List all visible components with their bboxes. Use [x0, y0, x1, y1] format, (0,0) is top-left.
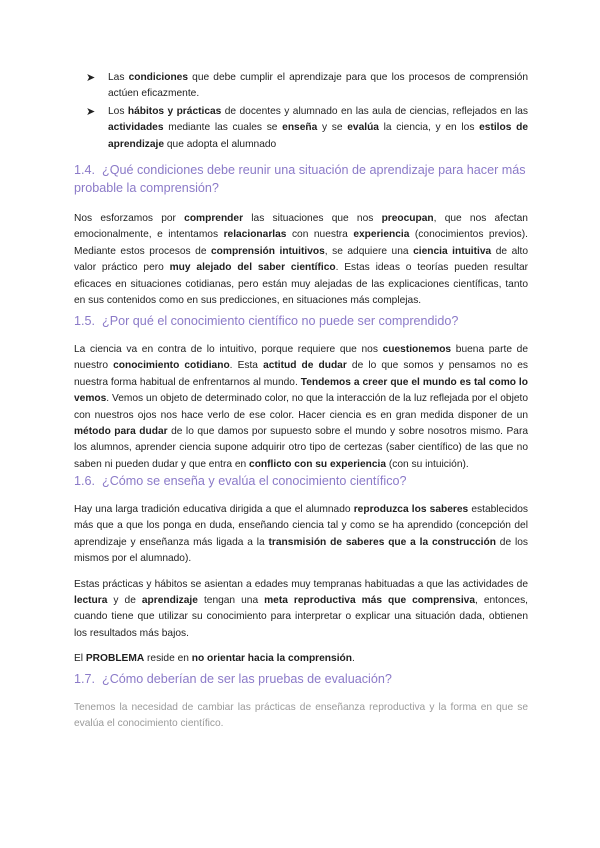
- text-run: , se adquiere una: [324, 245, 414, 257]
- text-run: de docentes y alumnado en las aula de ciencias, reflejados en las: [221, 105, 528, 117]
- bold-text-run: PROBLEMA: [85, 653, 145, 665]
- text-run: Tenemos la necesidad de cambiar las prácticas de enseñanza reproductiva y la forma en que se evalúa el conocimiento científico.: [74, 702, 528, 730]
- arrow-bullet-icon: ➤: [86, 72, 96, 84]
- text-run: La ciencia va en contra de lo intuitivo, porque requiere que nos: [74, 344, 383, 355]
- section-title: ¿Cómo se enseña y evalúa el conocimiento científico?: [102, 474, 407, 488]
- section-title: ¿Cómo deberían de ser las pruebas de evaluación?: [102, 672, 392, 686]
- section-1-6: [74, 472, 528, 668]
- bullet-item-habits: [86, 104, 528, 153]
- bold-text-run: evalúa: [347, 122, 379, 134]
- section-1-5: [74, 312, 528, 473]
- text-run: buena parte de nuestro: [74, 344, 528, 372]
- bold-text-run: experiencia: [353, 229, 410, 241]
- bold-text-run: enseña: [282, 122, 318, 134]
- text-run: , que nos afectan emocionalmente, e intentamos: [74, 213, 528, 241]
- section-number: 1.7.: [74, 672, 96, 686]
- section-heading: [74, 312, 528, 330]
- bold-text-run: hábitos y prácticas: [127, 105, 222, 117]
- paragraph: [74, 211, 528, 309]
- section-heading: [74, 670, 528, 688]
- bold-text-run: conocimiento cotidiano: [113, 360, 230, 372]
- paragraph: [74, 502, 528, 568]
- bold-text-run: preocupan: [381, 213, 434, 224]
- section-number: 1.5.: [74, 314, 96, 328]
- bold-text-run: actividades: [108, 122, 164, 134]
- bold-text-run: cuestionemos: [382, 344, 452, 355]
- section-1-4: [74, 161, 528, 309]
- paragraph: [74, 342, 528, 473]
- section-heading: [74, 161, 528, 197]
- section-1-7: [74, 670, 528, 733]
- bullet-text: [108, 72, 528, 99]
- text-run: que adopta el alumnado: [164, 138, 277, 150]
- bold-text-run: estilos de aprendizaje: [108, 122, 528, 150]
- bold-text-run: comprender: [184, 213, 244, 224]
- text-run: que debe cumplir el aprendizaje para que los procesos de comprensión actúen eficazmente.: [108, 72, 528, 100]
- text-run: establecidos más que a que los ponga en duda, enseñando ciencia tal y como se ha aprendido (concepción del aprendizaje y enseñanza más ligada a la: [74, 504, 529, 548]
- bold-text-run: reproduzca los saberes: [353, 504, 469, 515]
- bold-text-run: relacionarlas: [223, 229, 287, 241]
- bold-text-run: condiciones: [128, 72, 189, 83]
- text-run: .: [351, 653, 355, 665]
- bold-text-run: lectura: [74, 595, 108, 607]
- text-run: de lo que somos y pensamos no es nuestra forma habitual de enfrentarnos al mundo.: [74, 360, 528, 388]
- bold-text-run: ciencia intuitiva: [413, 245, 492, 257]
- bullet-list: [86, 70, 528, 154]
- bold-text-run: Tendemos a creer que el mundo es tal como lo vemos: [74, 376, 528, 405]
- bold-text-run: meta reproductiva más que comprensiva: [264, 595, 475, 607]
- section-number: 1.4.: [74, 163, 96, 177]
- text-run: . Estas ideas o teorías pueden resultar eficaces en situaciones cotidianas, pero están muy alejadas de las explicaciones científicas, tanto en sus contenidos como en sus predicciones, en situaciones más complejas.: [74, 262, 529, 307]
- section-heading: [74, 472, 528, 490]
- bullet-text: [108, 106, 528, 150]
- text-run: Estas prácticas y hábitos se asientan a edades muy tempranas habituadas a que las actividades de: [74, 578, 528, 590]
- text-run: y de: [107, 595, 142, 607]
- text-run: de lo que damos por supuesto sobre el mundo y sobre nosotros mismo. Para los alumnos, aprender ciencia supone adquirir otro tipo de certezas (saber científico) de las que no saben ni pueden dudar y que entra en: [74, 426, 529, 470]
- text-run: Las: [108, 72, 129, 83]
- bold-text-run: aprendizaje: [141, 595, 198, 607]
- bold-text-run: transmisión de saberes que a la construcción: [268, 536, 496, 548]
- text-run: . Vemos un objeto de determinado color, no que la interacción de la luz reflejada por el objeto con nuestros ojos nos hace verlo de ese color. Hacer ciencia es en gran medida disponer de un: [74, 393, 528, 421]
- paragraph: [74, 651, 528, 667]
- text-run: la ciencia, y en los: [378, 122, 480, 134]
- bullet-item-conditions: [86, 70, 528, 103]
- text-run: , entonces, cuando tiene que utilizar su conocimiento para interpretar o explicar una situación dada, obtienen los resultados más bajos.: [74, 595, 529, 639]
- paragraph-faded: [74, 700, 528, 733]
- text-run: de los mismos por el alumnado).: [74, 536, 529, 565]
- bold-text-run: actitud de dudar: [263, 360, 347, 372]
- text-run: Nos esforzamos por: [74, 213, 185, 224]
- text-run: El: [74, 653, 86, 665]
- text-run: . Esta: [229, 360, 264, 372]
- text-run: Los: [108, 105, 128, 117]
- text-run: tengan una: [197, 595, 265, 607]
- bold-text-run: método para dudar: [74, 426, 168, 438]
- paragraph: [74, 577, 528, 643]
- bold-text-run: muy alejado del saber científico: [169, 262, 336, 274]
- text-run: reside en: [144, 653, 192, 665]
- bold-text-run: conflicto con su experiencia: [249, 458, 387, 470]
- section-number: 1.6.: [74, 474, 96, 488]
- text-run: con nuestra: [286, 229, 354, 241]
- text-run: mediante las cuales se: [163, 122, 283, 134]
- arrow-bullet-icon: ➤: [86, 105, 96, 118]
- text-run: y se: [317, 122, 348, 134]
- bold-text-run: no orientar hacia la comprensión: [191, 653, 352, 665]
- bold-text-run: comprensión intuitivos: [211, 245, 325, 257]
- text-run: las situaciones que nos: [243, 213, 382, 224]
- text-run: Hay una larga tradición educativa dirigida a que el alumnado: [74, 504, 354, 515]
- text-run: de alto valor práctico pero: [74, 245, 528, 274]
- section-title: ¿Por qué el conocimiento científico no puede ser comprendido?: [102, 314, 459, 328]
- text-run: (conocimientos previos). Mediante estos procesos de: [74, 229, 528, 257]
- text-run: (con su intuición).: [386, 458, 469, 470]
- section-title: ¿Qué condiciones debe reunir una situación de aprendizaje para hacer más probable la comprensión?: [74, 163, 526, 195]
